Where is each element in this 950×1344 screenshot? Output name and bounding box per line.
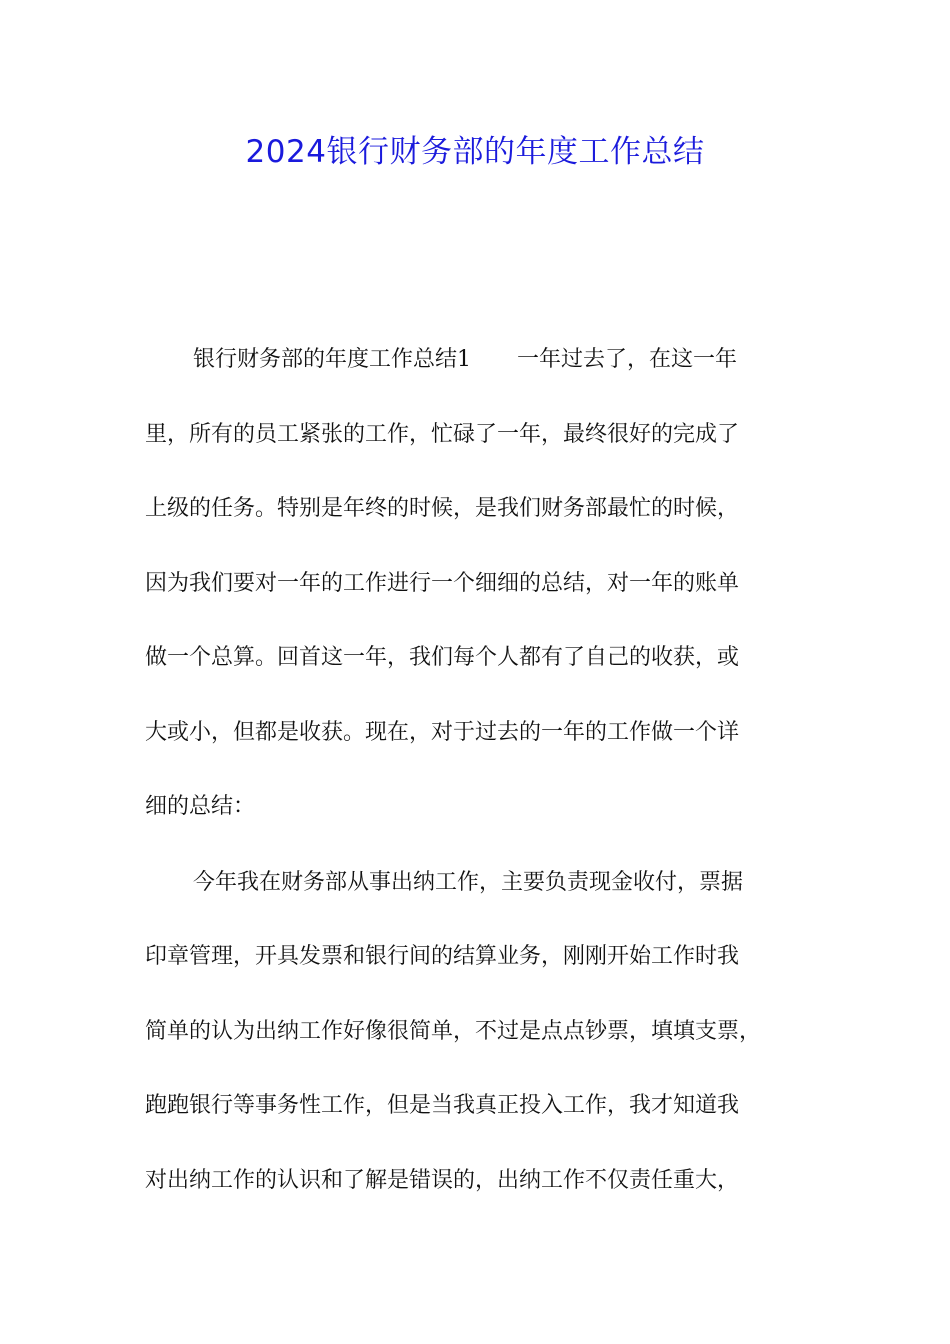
paragraph-line: 做一个总算。回首这一年，我们每个人都有了自己的收获，或 (145, 645, 740, 670)
paragraph-line: 细的总结： (145, 794, 256, 819)
paragraph-line: 大或小，但都是收获。现在，对于过去的一年的工作做一个详 (145, 720, 740, 745)
paragraph-line: 简单的认为出纳工作好像很简单，不过是点点钞票，填填支票， (145, 1019, 762, 1044)
paragraph-line: 因为我们要对一年的工作进行一个细细的总结，对一年的账单 (145, 571, 740, 596)
section-text: 一年过去了，在这一年 (517, 347, 738, 372)
paragraph-line: 里，所有的员工紧张的工作，忙碌了一年，最终很好的完成了 (145, 422, 740, 447)
paragraph-line (193, 343, 883, 377)
document-title: 2024银行财务部的年度工作总结 (245, 134, 705, 170)
paragraph-line: 上级的任务。特别是年终的时候，是我们财务部最忙的时候， (145, 496, 740, 521)
paragraph-line: 对出纳工作的认识和了解是错误的，出纳工作不仅责任重大， (145, 1168, 740, 1193)
paragraph-line: 印章管理，开具发票和银行间的结算业务，刚刚开始工作时我 (145, 944, 740, 969)
paragraph-line: 跑跑银行等事务性工作，但是当我真正投入工作，我才知道我 (145, 1093, 740, 1118)
section-heading: 银行财务部的年度工作总结1 (193, 347, 471, 372)
paragraph-line: 今年我在财务部从事出纳工作，主要负责现金收付，票据 (193, 870, 744, 895)
